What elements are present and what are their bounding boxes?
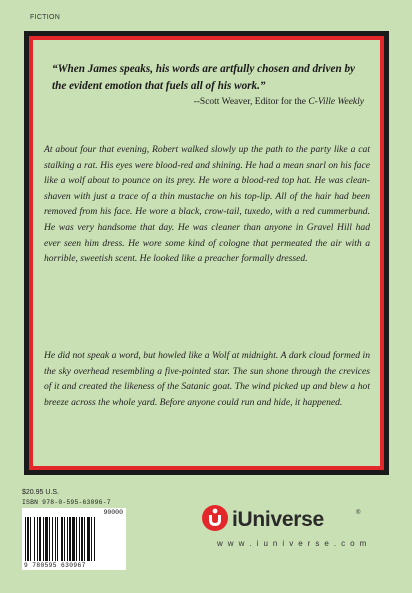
barcode-bar	[27, 517, 29, 561]
barcode-bar	[67, 517, 68, 561]
barcode-bar	[87, 517, 90, 561]
barcode-bar	[39, 517, 41, 561]
isbn-label: ISBN 978-0-595-63096-7	[22, 499, 111, 506]
barcode-bar	[43, 517, 44, 561]
barcode-bar	[52, 517, 53, 561]
barcode-bar	[64, 517, 65, 561]
registered-mark: ®	[356, 510, 361, 516]
barcode-bar	[94, 517, 95, 561]
barcode-bar	[37, 517, 38, 561]
isbn-barcode-block	[22, 489, 130, 575]
barcode-bar	[34, 517, 35, 561]
iuniverse-logo-icon	[200, 503, 230, 533]
genre-label: FICTION	[30, 14, 61, 21]
excerpt-paragraph-1: At about four that evening, Robert walked slowly up the path to the party like a cat stalking a rat. His eyes were blood-red and shining. He had a mean snarl on his face like a wolf about to pounce on its prey. He wore a blood-red top hat. He was clean-shaven with just a trace of a thin mustache on his top-lip. All of the hair had been removed from his face. He wore a black, crow-tail, tuxedo, with a red cummerbund. He was very handsome that day. He was cleaner than anyone in Gravel Hill had ever seen him dress. He wore some kind of cologne that permeated the air with a horrible, sweetish scent. He looked like a preacher formally dressed.	[44, 144, 370, 265]
excerpt-paragraph-2: He did not speak a word, but howled like a Wolf at midnight. A dark cloud formed in the sky overhead resembling a five-pointed star. The sun shone through the crevices of it and created the likeness of the Satanic goat. The wind picked up and blew a hot breeze across the whole yard. Before anyone could run and hide, it happened.	[44, 350, 370, 408]
publisher-name: iUniverse	[232, 508, 324, 531]
barcode-bar	[91, 517, 92, 561]
price-label: $20.95 U.S.	[22, 489, 59, 496]
attribution-prefix: --Scott Weaver, Editor for the	[193, 97, 309, 107]
barcode	[22, 508, 126, 570]
barcode-bar	[49, 517, 50, 561]
barcode-bar	[45, 517, 48, 561]
blurb-quote: “When James speaks, his words are artfully chosen and driven by the evident emotion that fuels all of his work.”	[52, 63, 356, 92]
barcode-number: 9 780595 630967	[24, 562, 86, 569]
barcode-bar	[25, 517, 26, 561]
barcode-bar	[61, 517, 63, 561]
attribution-publication: C-Ville Weekly	[308, 97, 364, 107]
barcode-bar	[57, 517, 58, 561]
blurb-attribution	[194, 97, 364, 107]
barcode-bar	[72, 517, 75, 561]
barcode-bar	[69, 517, 71, 561]
barcode-bar	[81, 517, 83, 561]
barcode-bars	[25, 517, 123, 561]
barcode-bar	[79, 517, 80, 561]
barcode-bar	[30, 517, 31, 561]
barcode-bar	[84, 517, 85, 561]
publisher-url: w w w . i u n i v e r s e . c o m	[217, 539, 368, 548]
barcode-bar	[76, 517, 77, 561]
barcode-bar	[55, 517, 56, 561]
back-cover-text-panel	[34, 41, 379, 465]
price-code: 90000	[103, 509, 123, 516]
